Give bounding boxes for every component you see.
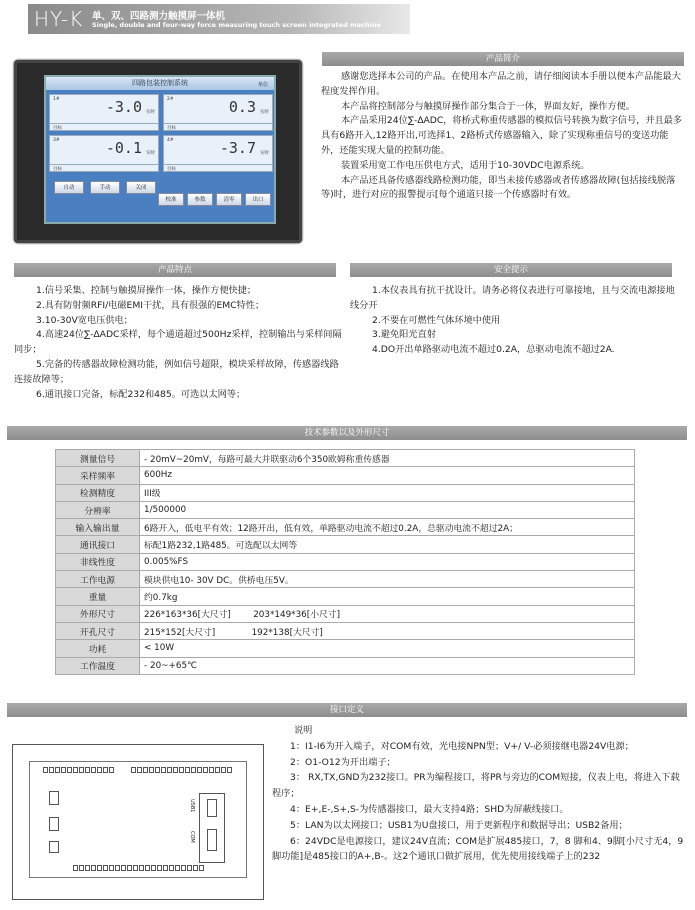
screen-unit-label: 单位: [257, 82, 268, 88]
tile-divider: [50, 123, 158, 124]
interface-note: 4：E+,E-,S+,S-为传感器接口，最大支持4路；SHD为屏蔽线接口。: [290, 803, 569, 815]
spec-value: 226*163*36[大尺寸] 203*149*36[小尺寸]: [140, 605, 635, 622]
tile-unit: 实时: [260, 151, 269, 156]
table-row: [56, 536, 635, 553]
table-row: [56, 467, 635, 484]
interface-notes: [272, 723, 687, 865]
manual-button[interactable]: 手动: [90, 181, 120, 194]
usb-label: USB1: [189, 799, 195, 813]
feature-item: 4.高速24位∑-∆ADC采样，每个通道超过500Hz采样，控制输出与采样间隔同步；: [14, 329, 342, 356]
exit-button[interactable]: 出口: [245, 193, 271, 206]
tile-unit: 实时: [146, 110, 155, 115]
interface-note: 6：24VDC是电源接口，建议24V直流；COM是扩展485接口，7，8 脚和4、9脚[小尺寸无4，9脚功能]是485接口的A+,B-。这2个通讯口做扩展用，优先使用接线端子上的232: [272, 835, 684, 863]
tile-divider: [50, 164, 158, 165]
spec-key: 外形尺寸: [56, 605, 140, 622]
feature-item: 2.具有防射频RFI/电磁EMI干扰，具有很强的EMC特性；: [36, 299, 265, 311]
touch-screen: [44, 75, 276, 224]
spec-key: 工作电源: [56, 571, 140, 588]
usb-port-2: [49, 817, 59, 831]
features-list: [14, 284, 344, 402]
spec-key: 采样频率: [56, 467, 140, 484]
tile-target-label: 目标: [167, 167, 176, 172]
table-row: [56, 450, 635, 467]
top-terminal-strip-2: [131, 767, 232, 773]
screen-title: [46, 77, 274, 90]
tile-target-label: 目标: [53, 167, 62, 172]
specs-section-bar: 技术参数以及外形尺寸: [7, 426, 687, 440]
features-section-bar: 产品特点: [14, 263, 336, 277]
spec-value: III级: [140, 484, 635, 501]
table-row: [56, 588, 635, 605]
tile-label: 1#: [53, 97, 60, 102]
table-row: [56, 640, 635, 657]
safety-list: [350, 284, 680, 358]
spec-value: < 10W: [140, 640, 635, 657]
product-title-cn: 单、双、四路测力触摸屏一体机: [92, 11, 226, 22]
intro-section-bar: 产品简介: [322, 52, 684, 66]
channel-tile-4: [163, 135, 273, 172]
tile-divider: [164, 123, 272, 124]
feature-item: 1.信号采集、控制与触摸屏操作一体，操作方便快捷；: [36, 285, 257, 296]
spec-key: 非线性度: [56, 553, 140, 570]
spec-key: 输入输出量: [56, 519, 140, 536]
spec-value: 600Hz: [140, 467, 635, 484]
table-row: [56, 571, 635, 588]
feature-item: 3.10-30V宽电压供电；: [36, 314, 133, 326]
top-terminal-strip: [43, 767, 114, 773]
spec-value: 6路开入，低电平有效；12路开出，低有效，单路驱动电流不超过0.2A，总驱动电流不超过2A；: [140, 519, 635, 536]
spec-key: 重量: [56, 588, 140, 605]
tile-unit: 实时: [146, 151, 155, 156]
spec-value: 模块供电10- 30V DC。供桥电压5V。: [140, 571, 635, 588]
spec-value: 标配1路232,1路485。可选配以太网等: [140, 536, 635, 553]
spec-key: 测量信号: [56, 450, 140, 467]
safety-item: 3.避免阳光直射: [372, 329, 436, 341]
channel-tile-2: [163, 94, 273, 131]
intro-paragraph: 本产品将控制部分与触摸屏操作部分集合于一体，界面友好，操作方便。: [341, 100, 635, 112]
feature-item: 6.通讯接口完备，标配232和485。可选以太网等；: [36, 388, 246, 400]
auto-button[interactable]: 自动: [54, 181, 84, 194]
zero-button[interactable]: 清零: [216, 193, 242, 206]
interface-note: 5：LAN为以太网接口；USB1为U盘接口，用于更新程序和数据导出；USB2备用；: [290, 819, 628, 831]
intro-paragraph: 本产品还具备传感器线路检测功能，即当未接传感器或者传感器故障(包括接线脱落等)时，进行对应的报警提示[每个通道只接一个传感器时有效。: [321, 174, 676, 201]
tile-target-label: 目标: [53, 126, 62, 131]
usb-port: [49, 791, 59, 805]
tile-label: 3#: [53, 138, 60, 143]
stop-button[interactable]: 关闭: [126, 181, 156, 194]
spec-value: - 20mV~20mV，每路可最大并联驱动6个350欧姆称重传感器: [140, 450, 635, 467]
tile-value: -3.7: [219, 139, 256, 157]
tile-label: 2#: [167, 97, 174, 102]
table-row: [56, 501, 635, 518]
spec-key: 工作温度: [56, 657, 140, 674]
intro-text: [321, 70, 683, 203]
tile-divider: [164, 164, 272, 165]
spec-key: 检测精度: [56, 484, 140, 501]
intro-paragraph: 本产品采用24位∑-∆ADC，将桥式称重传感器的模拟信号转换为数字信号，并且最多具有6路开入,12路开出,可选择1、2路桥式传感器输入，除了实现称重信号的变送功能外，还能实现大量的控制功能。: [321, 115, 683, 156]
safety-item: 1.本仪表具有抗干扰设计。请务必将仪表进行可靠接地，且与交流电源接地线分开: [350, 285, 675, 311]
product-title-en: Single, double and four-way force measuring touch screen integrated machine: [92, 21, 381, 29]
spec-value: 0.005%FS: [140, 553, 635, 570]
table-row: [56, 519, 635, 536]
spec-key: 开孔尺寸: [56, 622, 140, 639]
channel-tile-1: [49, 94, 159, 131]
intro-paragraph: 感谢您选择本公司的产品。在使用本产品之前，请仔细阅读本手册以便本产品能最大程度发挥作用。: [321, 71, 681, 97]
spec-value: - 20~+65℃: [140, 657, 635, 674]
table-row: [56, 622, 635, 639]
specs-table: [55, 449, 635, 675]
tile-target-label: 目标: [167, 126, 176, 131]
spec-value: 1/500000: [140, 501, 635, 518]
intro-paragraph: 装置采用宽工作电压供电方式，适用于10-30VDC电源系统。: [341, 159, 590, 171]
calibrate-button[interactable]: 校准: [158, 193, 184, 206]
bottom-terminal-strip: [73, 865, 204, 871]
table-row: [56, 657, 635, 674]
tile-value: 0.3: [228, 98, 256, 116]
spec-value: 约0.7kg: [140, 588, 635, 605]
spec-key: 功耗: [56, 640, 140, 657]
interface-note: 2：O1-O12为开出端子；: [290, 756, 396, 768]
interface-notes-title: 说明: [294, 725, 313, 736]
interface-section-bar: 接口定义: [7, 703, 687, 717]
device-image: [14, 60, 302, 243]
param-button[interactable]: 参数: [187, 193, 213, 206]
table-row: [56, 553, 635, 570]
spec-key: 通讯接口: [56, 536, 140, 553]
tile-value: -3.0: [105, 98, 142, 116]
feature-item: 5.完备的传感器故障检测功能，例如信号超限，模块采样故障，传感器线路连接故障等；: [14, 358, 339, 385]
table-row: [56, 605, 635, 622]
usb-port-right: [207, 799, 217, 817]
interface-diagram: [12, 744, 264, 900]
com-label: COM: [189, 831, 195, 843]
tile-label: 4#: [167, 138, 174, 143]
interface-note: 3： RX,TX,GND为232接口。PR为编程接口，将PR与旁边的COM短接，仪表上电，将进入下载程序；: [272, 772, 680, 800]
tile-value: -0.1: [105, 139, 142, 157]
spec-key: 分辨率: [56, 501, 140, 518]
com-port: [207, 829, 217, 851]
product-code: HY-K: [34, 7, 84, 31]
header: [0, 0, 695, 34]
tile-unit: 实时: [260, 110, 269, 115]
safety-item: 2.不要在可燃性气体环境中使用: [372, 314, 501, 326]
interface-note: 1：I1-I6为开入端子，对COM有效，光电接NPN型；V+/ V-必须接继电器24V电源；: [290, 740, 634, 752]
safety-item: 4.DO开出单路驱动电流不超过0.2A，总驱动电流不超过2A.: [372, 344, 615, 356]
lan-port: [49, 841, 59, 853]
spec-value: 215*152[大尺寸] 192*138[大尺寸]: [140, 622, 635, 639]
safety-section-bar: 安全提示: [350, 263, 672, 277]
channel-tile-3: [49, 135, 159, 172]
screen-title-text: 四路包装控制系统: [132, 79, 188, 87]
table-row: [56, 484, 635, 501]
